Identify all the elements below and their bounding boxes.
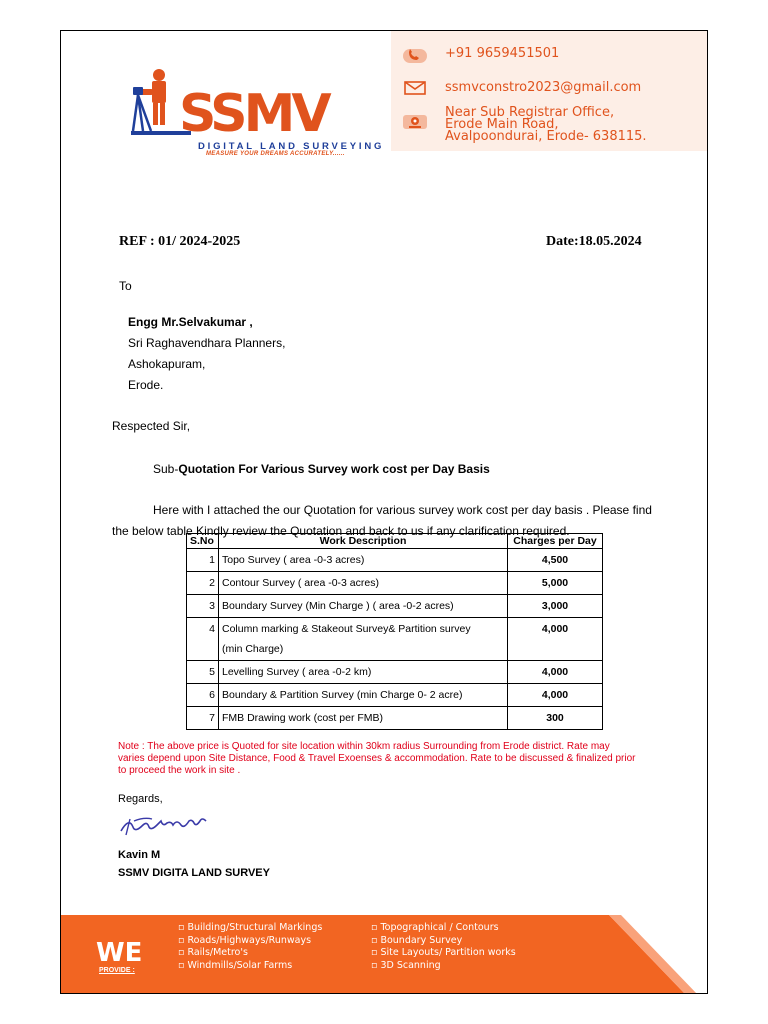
row-sno: 1	[187, 549, 219, 572]
table-row	[187, 618, 603, 661]
contact-email[interactable]: ssmvconstro2023@gmail.com	[445, 80, 642, 95]
subject-line	[153, 462, 490, 476]
row-sno: 4	[187, 618, 219, 661]
row-description	[219, 618, 508, 661]
header-charges: Charges per Day	[508, 534, 603, 549]
service-item	[178, 947, 322, 960]
phone-icon	[403, 49, 427, 63]
body-line-1: Here with I attached the our Quotation for various survey work cost per day basis . Please find	[153, 503, 652, 517]
svg-text:SSMV: SSMV	[179, 84, 328, 144]
recipient-line-1: Sri Raghavendhara Planners,	[128, 336, 286, 350]
service-item	[178, 935, 322, 948]
regards-label: Regards,	[118, 793, 163, 805]
service-label: Windmills/Solar Farms	[187, 959, 293, 971]
reference-number: REF : 01/ 2024-2025	[119, 234, 241, 249]
row-charge: 4,000	[508, 661, 603, 684]
row-description	[219, 595, 508, 618]
row-description-line-2: (min Charge)	[222, 643, 284, 655]
address-line-1: Near Sub Registrar Office,	[445, 105, 615, 120]
note-line-3: to proceed the work in site .	[118, 765, 241, 776]
note-line-1: Note : The above price is Quoted for site location within 30km radius Surrounding from Erode district. Rate may	[118, 741, 610, 752]
note-block	[118, 741, 666, 777]
bullet-icon: ▫	[371, 934, 378, 946]
service-item	[178, 960, 322, 973]
note-line-2: varies depend upon Site Distance, Food & Travel Exoenses & accommodation. Rate to be discussed & finalized prior	[118, 753, 636, 764]
row-description-line: Topo Survey ( area -0-3 acres)	[222, 554, 365, 566]
row-sno: 2	[187, 572, 219, 595]
row-description-line: Column marking & Stakeout Survey& Partition survey	[222, 623, 471, 635]
table-row	[187, 684, 603, 707]
row-description	[219, 707, 508, 730]
row-description-line: Levelling Survey ( area -0-2 km)	[222, 666, 372, 678]
row-description	[219, 684, 508, 707]
table-row	[187, 595, 603, 618]
service-item	[371, 960, 516, 973]
we-label: WE	[96, 938, 143, 968]
service-label: Site Layouts/ Partition works	[380, 947, 516, 958]
header-description: Work Description	[219, 534, 508, 549]
table-row	[187, 549, 603, 572]
table-row	[187, 707, 603, 730]
body-line-2: the below table Kindly review the Quotation and back to us if any clarification required.	[112, 524, 570, 538]
bullet-icon: ▫	[178, 959, 185, 971]
bullet-icon: ▫	[178, 934, 185, 946]
to-label: To	[119, 279, 132, 293]
recipient-line-3: Erode.	[128, 378, 164, 392]
subject-prefix: Sub-	[153, 462, 179, 476]
row-description	[219, 572, 508, 595]
service-label: Roads/Highways/Runways	[187, 934, 312, 946]
row-charge: 5,000	[508, 572, 603, 595]
recipient-name: Engg Mr.Selvakumar ,	[128, 315, 253, 329]
row-description	[219, 661, 508, 684]
signature-icon	[116, 811, 231, 841]
services-column-2	[371, 922, 516, 972]
letter-date: Date:18.05.2024	[546, 234, 642, 249]
table-body	[187, 549, 603, 730]
service-label: Rails/Metro's	[187, 947, 248, 958]
row-charge: 300	[508, 707, 603, 730]
service-label: Building/Structural Markings	[187, 922, 323, 933]
service-item	[371, 922, 516, 935]
row-description-line: Contour Survey ( area -0-3 acres)	[222, 577, 379, 589]
contact-panel	[391, 31, 708, 151]
provide-label: PROVIDE :	[99, 967, 135, 974]
header-sno: S.No	[187, 534, 219, 549]
row-sno: 6	[187, 684, 219, 707]
row-charge: 4,000	[508, 684, 603, 707]
email-icon	[403, 81, 427, 95]
service-label: Boundary Survey	[380, 934, 463, 946]
service-label: Topographical / Contours	[380, 922, 499, 933]
address-line-3: Avalpoondurai, Erode- 638115.	[445, 129, 647, 144]
company-logo	[131, 59, 401, 164]
row-description-line: FMB Drawing work (cost per FMB)	[222, 712, 384, 724]
table-row	[187, 572, 603, 595]
row-sno: 7	[187, 707, 219, 730]
bullet-icon: ▫	[371, 922, 378, 933]
signatory-company: SSMV DIGITA LAND SURVEY	[118, 867, 270, 879]
row-charge: 4,500	[508, 549, 603, 572]
service-label: 3D Scanning	[380, 959, 441, 971]
service-item	[371, 947, 516, 960]
logo-subtitle: DIGITAL LAND SURVEYING	[198, 141, 385, 152]
quotation-table	[186, 533, 603, 730]
recipient-line-2: Ashokapuram,	[128, 357, 206, 371]
row-sno: 3	[187, 595, 219, 618]
subject-text: Quotation For Various Survey work cost per Day Basis	[178, 462, 490, 476]
row-description-line: Boundary Survey (Min Charge ) ( area -0-2 acres)	[222, 600, 454, 612]
services-column-1	[178, 922, 322, 972]
table-row	[187, 661, 603, 684]
table-header-row	[187, 534, 603, 549]
address-line-2: Erode Main Road,	[445, 117, 559, 132]
row-charge: 4,000	[508, 618, 603, 661]
contact-phone[interactable]: +91 9659451501	[445, 46, 560, 61]
row-charge: 3,000	[508, 595, 603, 618]
bullet-icon: ▫	[371, 959, 378, 971]
letter-page	[60, 30, 708, 994]
row-description	[219, 549, 508, 572]
row-sno: 5	[187, 661, 219, 684]
service-item	[371, 935, 516, 948]
bullet-icon: ▫	[178, 922, 185, 933]
services-footer	[61, 915, 708, 994]
salutation: Respected Sir,	[112, 419, 191, 433]
bullet-icon: ▫	[371, 947, 378, 958]
service-item	[178, 922, 322, 935]
row-description-line: Boundary & Partition Survey (min Charge 0- 2 acre)	[222, 689, 463, 701]
bullet-icon: ▫	[178, 947, 185, 958]
location-pin-icon	[403, 115, 427, 129]
signatory-name: Kavin M	[118, 849, 161, 861]
logo-tagline: MEASURE YOUR DREAMS ACCURATELY......	[206, 151, 345, 157]
